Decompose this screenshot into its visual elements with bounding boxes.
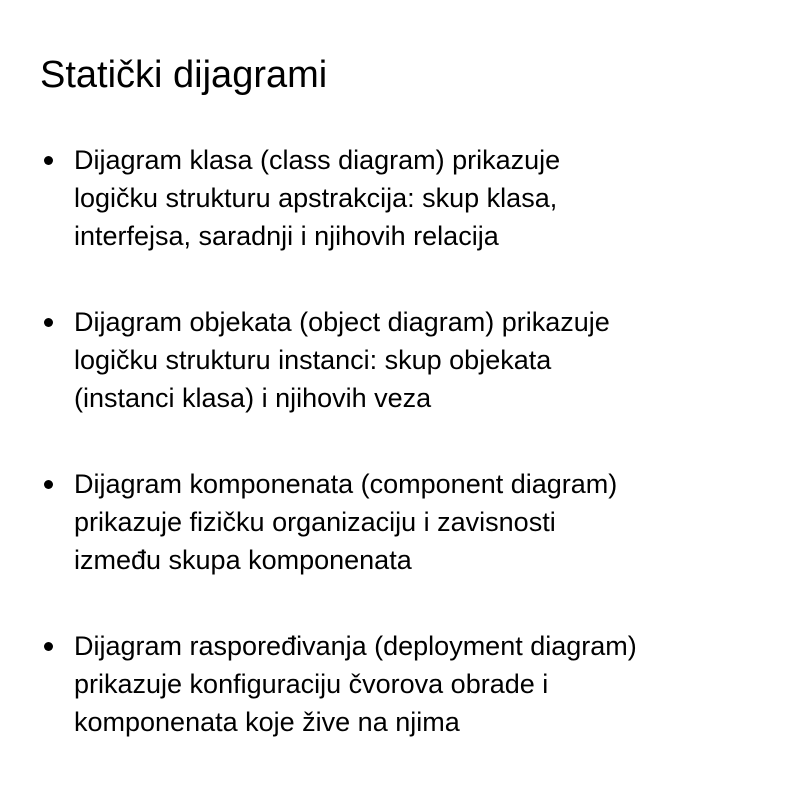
- bullet-list: [0, 141, 794, 789]
- bullet-item-object-diagram: [0, 303, 794, 417]
- bullet-line: interfejsa, saradnji i njihovih relacija: [74, 221, 499, 251]
- bullet-line: Dijagram klasa (class diagram) prikazuje: [74, 145, 561, 175]
- bullet-item-component-diagram: [0, 465, 794, 579]
- bullet-line: Dijagram raspoređivanja (deployment diagram): [74, 631, 637, 661]
- slide-title: Statički dijagrami: [40, 54, 328, 96]
- bullet-line: logičku strukturu apstrakcija: skup klasa,: [74, 183, 558, 213]
- bullet-dot-icon: [44, 156, 53, 165]
- bullet-line: Dijagram komponenata (component diagram): [74, 469, 618, 499]
- bullet-item-class-diagram: [0, 141, 794, 255]
- bullet-line: između skupa komponenata: [74, 545, 412, 575]
- bullet-line: komponenata koje žive na njima: [74, 707, 460, 737]
- bullet-dot-icon: [44, 318, 53, 327]
- bullet-dot-icon: [44, 642, 53, 651]
- bullet-line: Dijagram objekata (object diagram) prikazuje: [74, 307, 610, 337]
- bullet-item-deployment-diagram: [0, 627, 794, 741]
- bullet-line: prikazuje fizičku organizaciju i zavisnosti: [74, 507, 556, 537]
- bullet-line: prikazuje konfiguraciju čvorova obrade i: [74, 669, 549, 699]
- bullet-line: logičku strukturu instanci: skup objekata: [74, 345, 552, 375]
- bullet-line: (instanci klasa) i njihovih veza: [74, 383, 432, 413]
- bullet-dot-icon: [44, 480, 53, 489]
